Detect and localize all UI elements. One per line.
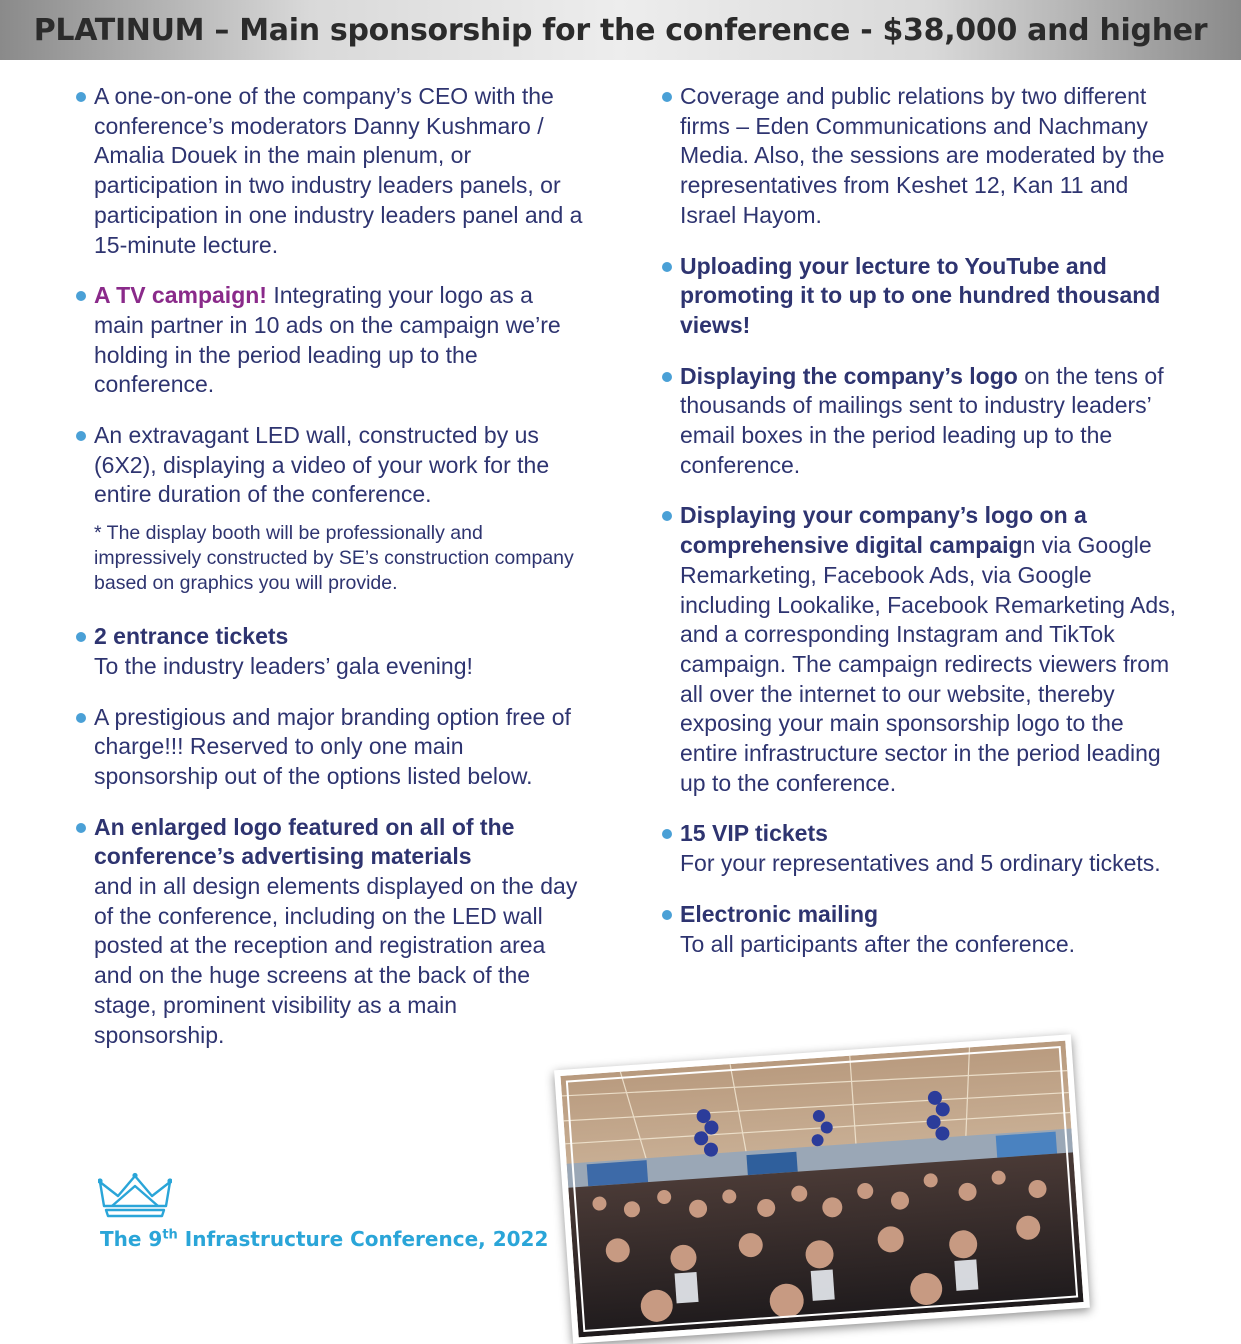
conference-label-post: Infrastructure Conference, 2022	[177, 1227, 549, 1251]
bullet-icon	[76, 431, 86, 441]
item-text: on the tens of thousands of mailings sent to industry leaders’ email boxes in the period leading up to the conference.	[680, 362, 1164, 478]
page-title: PLATINUM – Main sponsorship for the conference - $38,000 and higher	[33, 12, 1208, 48]
item-heading: 15 VIP tickets	[680, 820, 828, 847]
left-column	[76, 82, 586, 1071]
item-heading: Displaying the company’s logo	[680, 362, 1018, 389]
item-text: A prestigious and major branding option free of charge!!! Reserved to only one main sponsorship out of the options listed below.	[94, 703, 571, 789]
list-item	[76, 82, 586, 260]
conference-photo-frame	[554, 1034, 1090, 1343]
item-text: n via Google Remarketing, Facebook Ads, via Google including Lookalike, Facebook Remarketing Ads, and a corresponding Instagram and TikTok campaign. The campaign redirects viewers from all over the internet to our website, thereby exposing your main sponsorship logo to the entire infrastructure sector in the period leading up to the conference.	[680, 532, 1177, 796]
bullet-icon	[662, 372, 672, 382]
bullet-icon	[76, 632, 86, 642]
list-item	[662, 501, 1182, 798]
item-text: Integrating your logo as a main partner in 10 ads on the campaign we’re holding in the period leading up to the conference.	[94, 282, 561, 398]
bullet-icon	[76, 713, 86, 723]
list-item	[76, 703, 586, 792]
crown-icon	[98, 1172, 172, 1218]
bullet-icon	[662, 262, 672, 272]
item-text: To the industry leaders’ gala evening!	[94, 652, 473, 679]
item-heading: Electronic mailing	[680, 900, 879, 927]
list-item	[662, 252, 1182, 341]
item-text: To all participants after the conference.	[680, 930, 1076, 957]
bullet-icon	[662, 511, 672, 521]
item-text: An extravagant LED wall, constructed by us (6X2), displaying a video of your work for the entire duration of the conference.	[94, 422, 550, 508]
item-text: For your representatives and 5 ordinary tickets.	[680, 850, 1161, 877]
item-text: Coverage and public relations by two different firms – Eden Communications and Nachmany Media. Also, the sessions are moderated by the representatives from Keshet 12, Kan 11 and Israel Hayom.	[680, 83, 1165, 228]
bullet-icon	[76, 291, 86, 301]
item-heading: An enlarged logo featured on all of the conference’s advertising materials	[94, 813, 515, 870]
right-column	[662, 82, 1182, 980]
list-item	[76, 421, 586, 510]
list-item	[76, 281, 586, 400]
conference-label	[100, 1227, 548, 1251]
item-heading: Displaying your company’s logo on a comprehensive digital campaig	[680, 502, 1087, 559]
bullet-icon	[662, 910, 672, 920]
footnote: * The display booth will be professionally and impressively constructed by SE’s construction company based on graphics you will provide.	[94, 522, 574, 595]
bullet-icon	[76, 92, 86, 102]
page-title-banner	[0, 0, 1241, 60]
item-text: and in all design elements displayed on the day of the conference, including on the LED wall posted at the reception and registration area and on the huge screens at the back of the stage, prominent visibility as a main sponsorship.	[94, 873, 578, 1048]
list-item	[76, 622, 586, 681]
conference-label-sup: th	[162, 1227, 178, 1243]
conference-label-pre: The 9	[100, 1227, 163, 1251]
bullet-icon	[76, 823, 86, 833]
list-item	[662, 82, 1182, 231]
list-item	[76, 813, 586, 1051]
list-item	[662, 362, 1182, 481]
conference-photo	[560, 1041, 1083, 1338]
item-heading: 2 entrance tickets	[94, 623, 289, 650]
bullet-icon	[662, 92, 672, 102]
bullet-icon	[662, 829, 672, 839]
item-highlight: A TV campaign!	[94, 282, 267, 309]
item-heading: Uploading your lecture to YouTube and promoting it to up to one hundred thousand views!	[680, 252, 1161, 338]
list-item	[662, 900, 1182, 959]
item-text: A one-on-one of the company’s CEO with the conference’s moderators Danny Kushmaro / Amalia Douek in the main plenum, or participation in two industry leaders panels, or participation in one industry leaders panel and a 15-minute lecture.	[94, 83, 583, 258]
list-item	[662, 819, 1182, 878]
